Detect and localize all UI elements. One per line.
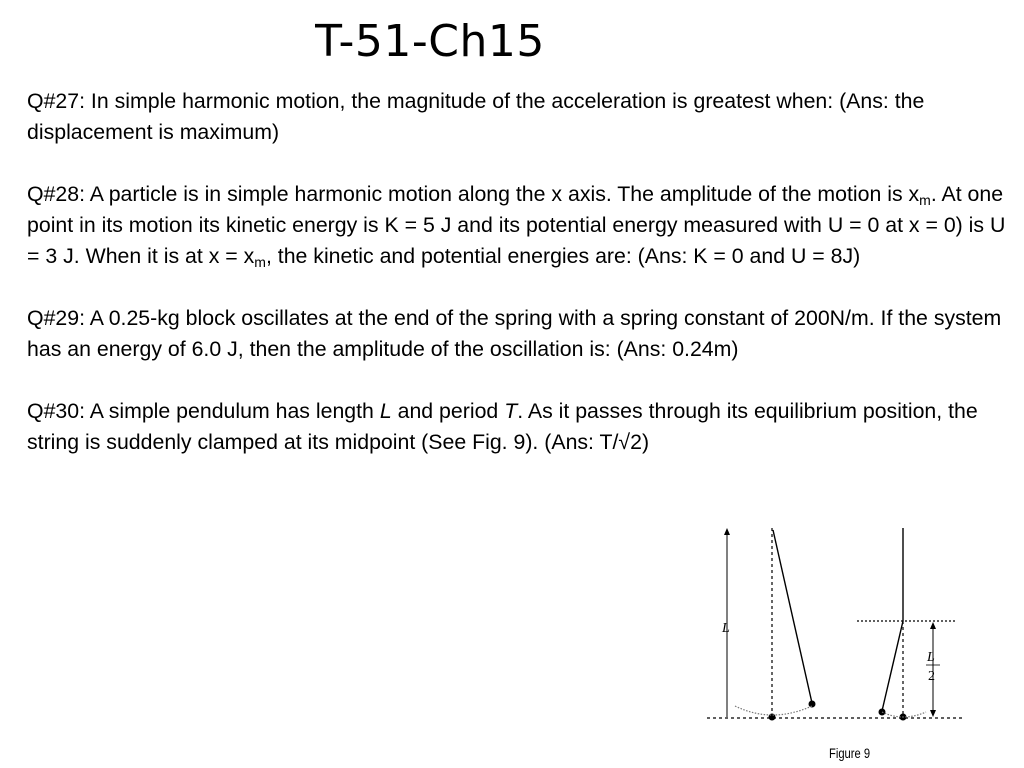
question-28-text-c: , the kinetic and potential energies are: (Ans: K = 0 and U = 8J) [265, 244, 861, 268]
label-L-over-2-denominator: 2 [928, 669, 935, 684]
question-30-text-a: Q#30: A simple pendulum has length [27, 399, 380, 423]
label-L: L [722, 621, 730, 636]
pendulum-string-left [773, 530, 812, 703]
question-30-text-b: and period [391, 399, 505, 423]
arrowhead-up-icon [930, 622, 936, 629]
question-30-text-c: . As it passes through its equilibrium position, the string is suddenly clamped at its midpoint (See Fig. 9). (Ans: T/√2) [27, 399, 978, 454]
pendulum-bob-rest [769, 714, 776, 721]
pendulum-string-right-lower [882, 621, 903, 711]
question-list [27, 86, 1012, 489]
question-27 [27, 86, 1012, 148]
question-29 [27, 303, 1012, 365]
pendulum-bob-left [809, 701, 816, 708]
variable-T: T [504, 399, 518, 423]
slide-title: T-51-Ch15 [315, 16, 545, 67]
question-28-text-a: Q#28: A particle is in simple harmonic motion along the x axis. The amplitude of the motion is x [27, 182, 920, 206]
variable-L: L [379, 399, 392, 423]
question-29-text: Q#29: A 0.25-kg block oscillates at the end of the spring with a spring constant of 200N/m. If the system has an energy of 6.0 J, then the amplitude of the oscillation is: (Ans: 0.24m) [27, 306, 1002, 361]
question-28-text-b: . At one point in its motion its kinetic energy is K = 5 J and its potential energy measured with U = 0 at x = 0) is U = 3 J. When it is at x = x [27, 182, 1006, 268]
subscript-m: m [254, 254, 266, 270]
swing-arc-left [735, 706, 812, 715]
arrowhead-top-icon [724, 528, 730, 535]
pendulum-figure [700, 520, 1000, 768]
figure-caption: Figure 9 [829, 745, 871, 761]
question-28 [27, 179, 1012, 272]
question-30 [27, 396, 1012, 458]
question-27-text: Q#27: In simple harmonic motion, the magnitude of the acceleration is greatest when: (Ans: the displacement is maximum) [27, 89, 925, 144]
label-L-over-2-numerator: L [927, 650, 935, 665]
arrowhead-down-icon [930, 710, 936, 717]
subscript-m: m [919, 192, 931, 208]
